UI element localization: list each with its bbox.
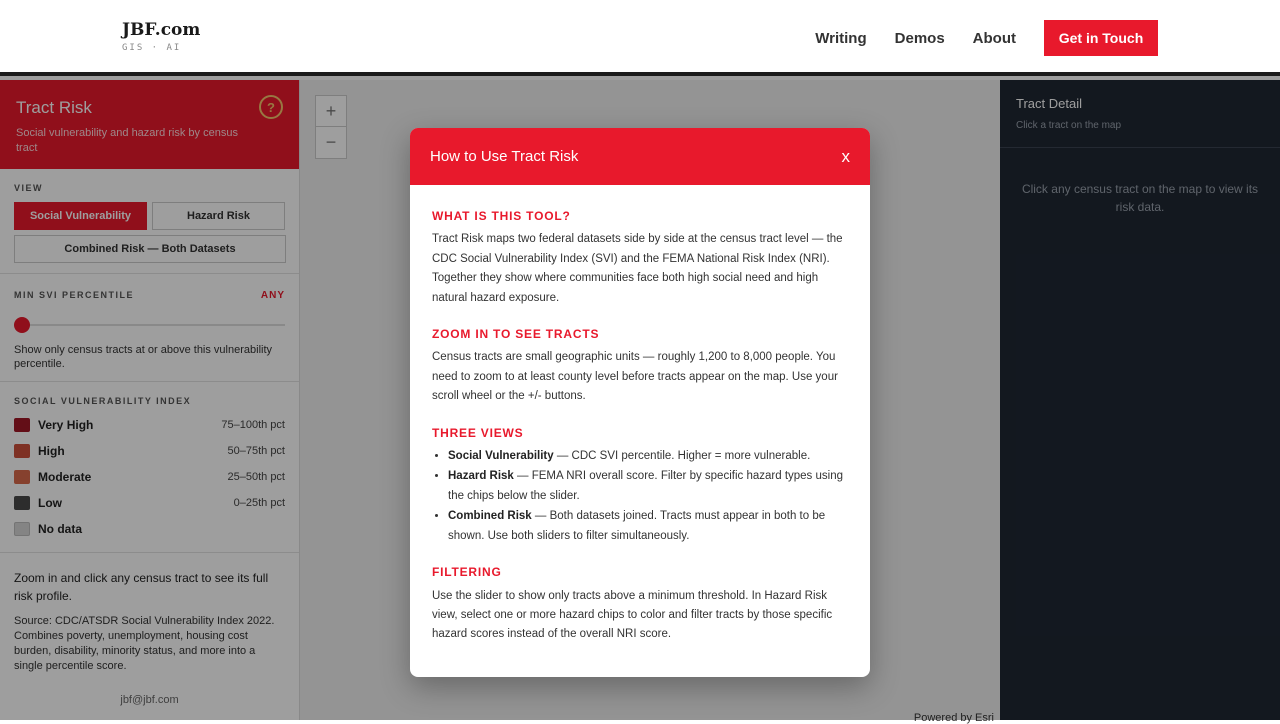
section-heading: FILTERING	[432, 565, 502, 580]
info-source-text: Source: CDC/ATSDR Social Vulnerability Index 2022. Combines poverty, unemployment, housing cost burden, disability, minority status, and more into a single percentile score.	[14, 615, 275, 672]
detail-title: Tract Detail	[1016, 96, 1082, 111]
app-title: Tract Risk	[16, 98, 92, 117]
legend-range: 0–25th pct	[233, 497, 285, 509]
section-heading: ZOOM IN TO SEE TRACTS	[432, 327, 600, 342]
info-main-text: Zoom in and click any census tract to see its full risk profile.	[14, 571, 269, 603]
app-subtitle: Social vulnerability and hazard risk by census tract	[16, 127, 238, 154]
list-desc: — Both datasets joined. Tracts must appear in both to be shown. Use both sliders to filter simultaneously.	[448, 510, 826, 542]
section-text: Tract Risk maps two federal datasets side by side at the census tract level — the CDC Social Vulnerability Index (SVI) and the FEMA National Risk Index (NRI). Together they show where communities face both high social need and high natural hazard exposure.	[432, 233, 843, 304]
help-button[interactable]: ?	[259, 95, 283, 119]
detail-empty-state: Click any census tract on the map to view its risk data.	[1021, 182, 1259, 214]
list-item	[448, 507, 848, 546]
list-item	[448, 467, 848, 506]
view-chip-combined-risk[interactable]: Combined Risk — Both Datasets	[14, 235, 286, 263]
brand-logo[interactable]	[122, 20, 200, 53]
view-chip-hazard-risk[interactable]: Hazard Risk	[152, 202, 285, 230]
zoom-in-button[interactable]: +	[316, 96, 346, 127]
close-button[interactable]: x	[841, 146, 850, 166]
legend-name: High	[38, 444, 65, 458]
zoom-out-button[interactable]: −	[325, 132, 337, 152]
view-chip-social-vulnerability[interactable]: Social Vulnerability	[14, 202, 147, 230]
brand-name: JBF.com	[122, 20, 201, 40]
nav-link-demos[interactable]: Demos	[894, 29, 945, 47]
list-desc: — FEMA NRI overall score. Filter by specific hazard types using the chips below the slider.	[448, 470, 843, 502]
legend-range: 50–75th pct	[227, 445, 285, 457]
top-navbar	[0, 0, 1280, 76]
legend-label: SOCIAL VULNERABILITY INDEX	[14, 396, 192, 406]
legend-name: No data	[38, 522, 83, 536]
help-modal	[410, 128, 870, 677]
list-item	[448, 447, 848, 466]
list-term: Social Vulnerability	[448, 450, 554, 463]
detail-subtitle: Click a tract on the map	[1016, 120, 1122, 131]
legend-name: Low	[38, 496, 62, 510]
legend-name: Moderate	[38, 470, 92, 484]
view-label: VIEW	[14, 183, 44, 193]
slider-hint: Show only census tracts at or above this vulnerability percentile.	[14, 344, 273, 370]
get-in-touch-button[interactable]: Get in Touch	[1044, 20, 1158, 56]
modal-title: How to Use Tract Risk	[430, 148, 579, 165]
modal-header	[410, 128, 870, 185]
nav-link-about[interactable]: About	[972, 29, 1016, 47]
nav-links	[815, 20, 1158, 56]
legend-name: Very High	[38, 418, 94, 432]
section-text: Use the slider to show only tracts above a minimum threshold. In Hazard Risk view, select one or more hazard chips to color and filter tracts by those specific hazard scores instead of the overall NRI score.	[432, 589, 833, 641]
list-desc: — CDC SVI percentile. Higher = more vulnerable.	[553, 450, 811, 463]
contact-email[interactable]: jbf@jbf.com	[120, 694, 179, 706]
min-svi-value: ANY	[260, 290, 285, 301]
section-heading: THREE VIEWS	[432, 425, 524, 440]
section-heading: WHAT IS THIS TOOL?	[432, 209, 571, 223]
section-text: Census tracts are small geographic units — roughly 1,200 to 8,000 people. You need to zoom to at least county level before tracts appear on the map. Use your scroll wheel or the +/- buttons.	[432, 351, 838, 403]
nav-link-writing[interactable]: Writing	[815, 29, 867, 47]
brand-tagline: GIS · AI	[122, 43, 182, 53]
modal-body	[410, 185, 870, 645]
views-list	[432, 447, 848, 546]
min-svi-label: MIN SVI PERCENTILE	[14, 290, 135, 300]
list-term: Hazard Risk	[448, 470, 514, 483]
legend-range: 25–50th pct	[227, 471, 285, 483]
map-attribution: Powered by Esri	[913, 712, 994, 724]
legend-range: 75–100th pct	[221, 419, 285, 431]
list-term: Combined Risk	[448, 510, 532, 523]
